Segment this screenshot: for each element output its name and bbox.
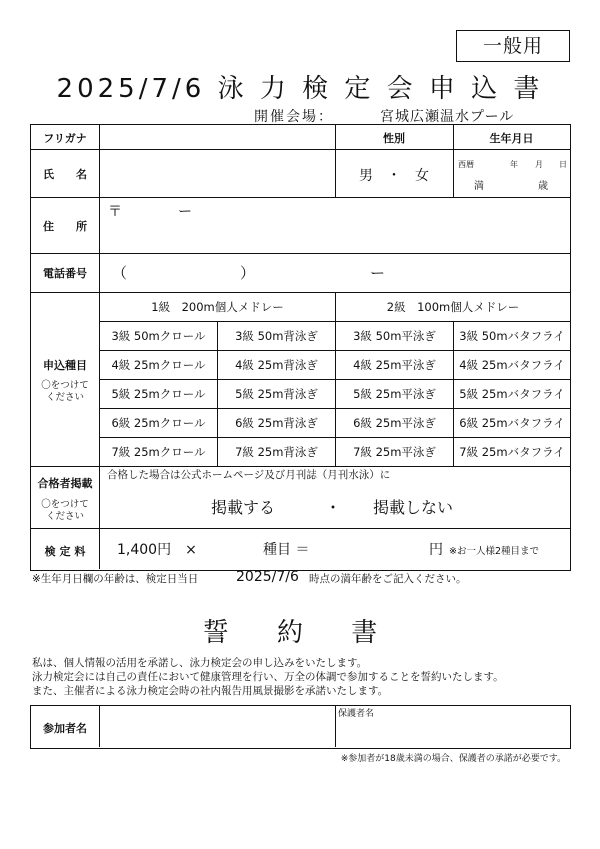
event-option[interactable]: 4級 25m平泳ぎ bbox=[353, 358, 436, 372]
fee-events-count-label: 種目 ＝ bbox=[263, 542, 310, 558]
pledge-line: 泳力検定会には自己の責任において健康管理を行い、万全の体調で参加することを誓約いたします。 bbox=[32, 671, 504, 683]
age-suffix: 歳 bbox=[538, 181, 548, 192]
event-option-medley-200[interactable]: 1級 200m個人メドレー bbox=[151, 300, 284, 314]
gender-select[interactable] bbox=[336, 150, 452, 196]
guardian-note: ※参加者が18歳未満の場合、保護者の承諾が必要です。 bbox=[340, 754, 566, 764]
postal-code-mark: 〒 ー bbox=[108, 204, 192, 220]
furigana-label: フリガナ bbox=[43, 132, 87, 145]
participant-label: 参加者名 bbox=[43, 722, 87, 735]
signature-box bbox=[30, 705, 571, 749]
pledge-title: 誓 約 書 bbox=[202, 618, 398, 648]
phone-paren-close: ） bbox=[240, 264, 256, 282]
event-note-2: ください bbox=[45, 392, 84, 403]
age-prefix: 満 bbox=[474, 181, 484, 192]
address-input[interactable] bbox=[100, 198, 570, 252]
age-note-prefix: ※生年月日欄の年齢は、検定日当日 bbox=[32, 573, 199, 585]
event-option[interactable]: 7級 25mバタフライ bbox=[459, 445, 565, 459]
fee-total-input[interactable] bbox=[331, 535, 427, 561]
phone-paren-open: （ bbox=[112, 264, 128, 282]
gender-options: 男 ・ 女 bbox=[359, 168, 429, 184]
event-option[interactable]: 3級 50m背泳ぎ bbox=[235, 329, 318, 343]
name-label: 氏 名 bbox=[43, 168, 87, 181]
event-option[interactable]: 3級 50m平泳ぎ bbox=[353, 329, 436, 343]
publish-description: 合格した場合は公式ホームページ及び月刊誌（月刊水泳）に bbox=[107, 469, 391, 481]
event-option[interactable]: 5級 25m背泳ぎ bbox=[235, 387, 318, 401]
fee-yen: 円 bbox=[429, 542, 443, 558]
birth-day: 日 bbox=[559, 160, 567, 169]
publish-label: 合格者掲載 bbox=[37, 477, 93, 490]
event-option[interactable]: 6級 25m背泳ぎ bbox=[235, 416, 318, 430]
furigana-input[interactable] bbox=[100, 126, 334, 148]
form-type-badge: 一般用 bbox=[456, 30, 570, 62]
publish-note-2: ください bbox=[45, 511, 84, 522]
event-option[interactable]: 3級 50mクロール bbox=[111, 329, 206, 343]
pledge-line: 私は、個人情報の活用を承諾し、泳力検定会の申し込みをいたします。 bbox=[32, 657, 368, 669]
event-option[interactable]: 7級 25m背泳ぎ bbox=[235, 445, 318, 459]
address-label: 住 所 bbox=[43, 220, 87, 233]
application-form bbox=[30, 124, 571, 571]
publish-no-option[interactable]: 掲載しない bbox=[373, 498, 454, 517]
birthdate-input[interactable] bbox=[454, 150, 569, 196]
event-option[interactable]: 5級 25m平泳ぎ bbox=[353, 387, 436, 401]
venue-label: 開催会場： bbox=[254, 109, 334, 125]
event-label: 申込種目 bbox=[43, 359, 87, 372]
birth-era: 西暦 bbox=[458, 160, 474, 169]
event-note-1: 〇をつけて bbox=[41, 380, 89, 391]
event-option[interactable]: 6級 25mクロール bbox=[111, 416, 206, 430]
name-input[interactable] bbox=[100, 150, 334, 196]
publish-note-1: 〇をつけて bbox=[41, 499, 89, 510]
event-option-medley-100[interactable]: 2級 100m個人メドレー bbox=[386, 300, 520, 314]
fee-note: ※お一人様2種目まで bbox=[449, 546, 540, 557]
event-option[interactable]: 4級 25mバタフライ bbox=[459, 358, 565, 372]
event-option[interactable]: 5級 25mクロール bbox=[111, 387, 206, 401]
publish-yes-option[interactable]: 掲載する bbox=[211, 498, 276, 517]
gender-header: 性別 bbox=[383, 132, 405, 145]
event-option[interactable]: 5級 25mバタフライ bbox=[459, 387, 565, 401]
age-note bbox=[32, 569, 467, 586]
age-note-suffix: 時点の満年齢をご記入ください。 bbox=[309, 573, 467, 585]
event-option[interactable]: 6級 25mバタフライ bbox=[459, 416, 565, 430]
birth-year: 年 bbox=[510, 160, 518, 169]
guardian-name-input[interactable] bbox=[336, 707, 569, 746]
pledge-line: また、主催者による泳力検定会時の社内報告用風景撮影を承諾いたします。 bbox=[32, 685, 389, 697]
birth-month: 月 bbox=[535, 160, 543, 169]
event-option[interactable]: 6級 25m平泳ぎ bbox=[353, 416, 436, 430]
fee-amount: 1,400円 × bbox=[117, 542, 197, 558]
age-note-date: 2025/7/6 bbox=[236, 569, 299, 585]
event-option[interactable]: 7級 25m平泳ぎ bbox=[353, 445, 436, 459]
event-option[interactable]: 4級 25mクロール bbox=[111, 358, 206, 372]
participant-name-input[interactable] bbox=[100, 707, 334, 746]
phone-dash: ー bbox=[370, 264, 386, 282]
page-title: 2025/7/6 泳 力 検 定 会 申 込 書 bbox=[56, 74, 544, 104]
birthdate-header: 生年月日 bbox=[489, 132, 534, 145]
guardian-label: 保護者名 bbox=[338, 709, 375, 719]
event-option[interactable]: 4級 25m背泳ぎ bbox=[235, 358, 318, 372]
event-option[interactable]: 7級 25mクロール bbox=[111, 445, 206, 459]
publish-separator: ・ bbox=[325, 498, 342, 517]
phone-label: 電話番号 bbox=[43, 267, 87, 280]
fee-label: 検 定 料 bbox=[44, 545, 86, 558]
phone-input[interactable] bbox=[100, 254, 570, 291]
venue-name: 宮城広瀬温水プール bbox=[380, 109, 515, 125]
event-option[interactable]: 3級 50mバタフライ bbox=[459, 329, 565, 343]
